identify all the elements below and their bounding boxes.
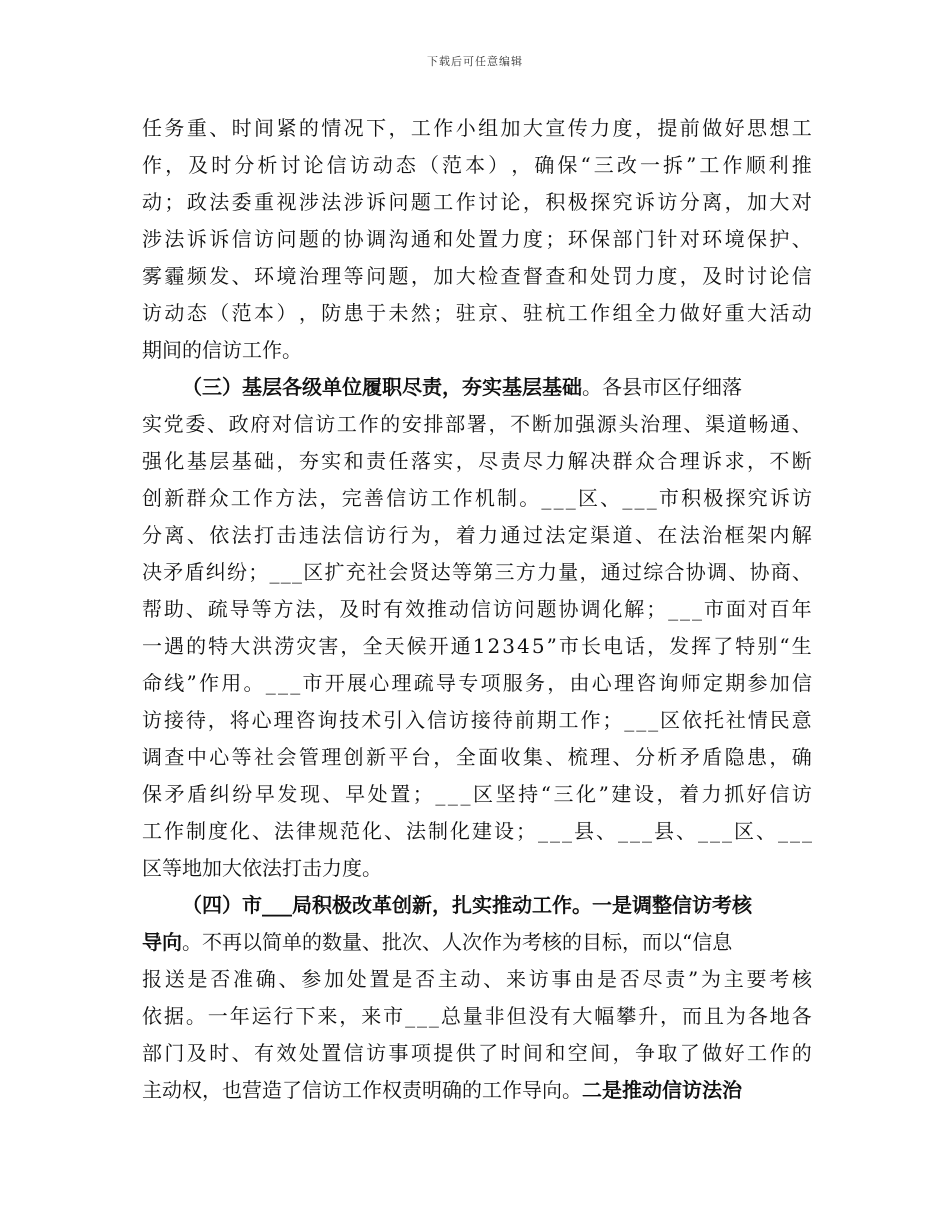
text-line: 作 ， 及 时 分 析 讨 论 信 访 动 态 （ 范 本 ） ， 确 保 “ 三 改 一 拆 ” 工 作 顺 利 推 (142, 153, 812, 177)
text-line (142, 887, 812, 924)
heading-part: （四）市 (182, 893, 262, 917)
heading-part: 局积极改革创新，扎实推动工作。一是调整信访考核 (292, 893, 752, 917)
text-line: 依 据 。 一 年 运 行 下 来 ， 来 市 _ _ _ 总 量 非 但 没 有 大 幅 攀 升 ， 而 且 为 各 地 各 (142, 1004, 812, 1028)
text-line: 决 矛 盾 纠 纷 ； _ _ _ 区 扩 充 社 会 贤 达 等 第 三 方 力 量 ， 通 过 综 合 协 调 、 协 商 、 (142, 560, 812, 584)
text-span: 。各县市区仔细落 (582, 375, 742, 399)
text-line: 强 化 基 层 基 础 ， 夯 实 和 责 任 落 实 ， 尽 责 尽 力 解 决 群 众 合 理 诉 求 ， 不 断 (142, 449, 812, 473)
heading-blank: ___ (262, 893, 292, 917)
paragraph-2 (142, 369, 812, 887)
text-line (142, 924, 812, 961)
text-line: 帮 助 、 疏 导 等 方 法 ， 及 时 有 效 推 动 信 访 问 题 协 调 化 解 ； _ _ _ 市 面 对 百 年 (142, 597, 812, 621)
text-line: 区等地加大依法打击力度。 (142, 856, 382, 880)
bold-phrase: 二是推动信访法治 (582, 1078, 742, 1102)
text-line: 访 动 态 （ 范 本 ） ， 防 患 于 未 然 ； 驻 京 、 驻 杭 工 作 组 全 力 做 好 重 大 活 动 (142, 301, 812, 325)
text-line: 涉 法 诉 诉 信 访 问 题 的 协 调 沟 通 和 处 置 力 度 ； 环 保 部 门 针 对 环 境 保 护 、 (142, 227, 812, 251)
section-heading-4 (182, 887, 752, 924)
paragraph-1 (142, 110, 812, 369)
text-span: 。不再以简单的数量、批次、人次作为考核的目标，而以“信息 (182, 930, 733, 954)
text-line: 创 新 群 众 工 作 方 法 ， 完 善 信 访 工 作 机 制 。 _ _ _ 区 、 _ _ _ 市 积 极 探 究 诉 访 (142, 486, 812, 510)
page-header: 下载后可任意编辑 (427, 55, 523, 68)
text-line: 调 查 中 心 等 社 会 管 理 创 新 平 台 ， 全 面 收 集 、 梳 理 、 分 析 矛 盾 隐 患 ， 确 (142, 745, 812, 769)
text-line: 部 门 及 时 、 有 效 处 置 信 访 事 项 提 供 了 时 间 和 空 间 ， 争 取 了 做 好 工 作 的 (142, 1041, 812, 1065)
text-line: 分 离 、 依 法 打 击 违 法 信 访 行 为 ， 着 力 通 过 法 定 渠 道 、 在 法 治 框 架 内 解 (142, 523, 812, 547)
text-line: 命 线 ” 作 用 。 _ _ _ 市 开 展 心 理 疏 导 专 项 服 务 ， 由 心 理 咨 询 师 定 期 参 加 信 (142, 671, 812, 695)
document-body (142, 110, 812, 1109)
text-line (142, 369, 812, 406)
text-line (142, 1072, 812, 1109)
text-line: 一 遇 的 特 大 洪 涝 灾 害 ， 全 天 候 开 通 1 2 3 4 5 ” 市 长 电 话 ， 发 挥 了 特 别 “ 生 (142, 634, 812, 658)
text-line: 访 接 待 ， 将 心 理 咨 询 技 术 引 入 信 访 接 待 前 期 工 作 ； _ _ _ 区 依 托 社 情 民 意 (142, 708, 812, 732)
text-line: 期间的信访工作。 (142, 338, 302, 362)
text-line: 雾 霾 频 发 、 环 境 治 理 等 问 题 ， 加 大 检 查 督 查 和 处 罚 力 度 ， 及 时 讨 论 信 (142, 264, 812, 288)
text-line: 动 ； 政 法 委 重 视 涉 法 涉 诉 问 题 工 作 讨 论 ， 积 极 探 究 诉 访 分 离 ， 加 大 对 (142, 190, 812, 214)
text-line: 报 送 是 否 准 确 、 参 加 处 置 是 否 主 动 、 来 访 事 由 是 否 尽 责 ” 为 主 要 考 核 (142, 967, 812, 991)
paragraph-3 (142, 887, 812, 1109)
text-line: 任 务 重 、 时 间 紧 的 情 况 下 ， 工 作 小 组 加 大 宣 传 力 度 ， 提 前 做 好 思 想 工 (142, 116, 812, 140)
text-line: 工 作 制 度 化 、 法 律 规 范 化 、 法 制 化 建 设 ； _ _ _ 县 、 _ _ _ 县 、 _ _ _ 区 、 _ _ _ (142, 819, 812, 843)
text-line: 实 党 委 、 政 府 对 信 访 工 作 的 安 排 部 署 ， 不 断 加 强 源 头 治 理 、 渠 道 畅 通 、 (142, 412, 812, 436)
text-line: 保 矛 盾 纠 纷 早 发 现 、 早 处 置 ； _ _ _ 区 坚 持 “ 三 化 ” 建 设 ， 着 力 抓 好 信 访 (142, 782, 812, 806)
section-heading-3: （三）基层各级单位履职尽责，夯实基层基础 (182, 375, 582, 399)
text-span: 主动权，也营造了信访工作权责明确的工作导向。 (142, 1078, 582, 1102)
bold-phrase: 导向 (142, 930, 182, 954)
